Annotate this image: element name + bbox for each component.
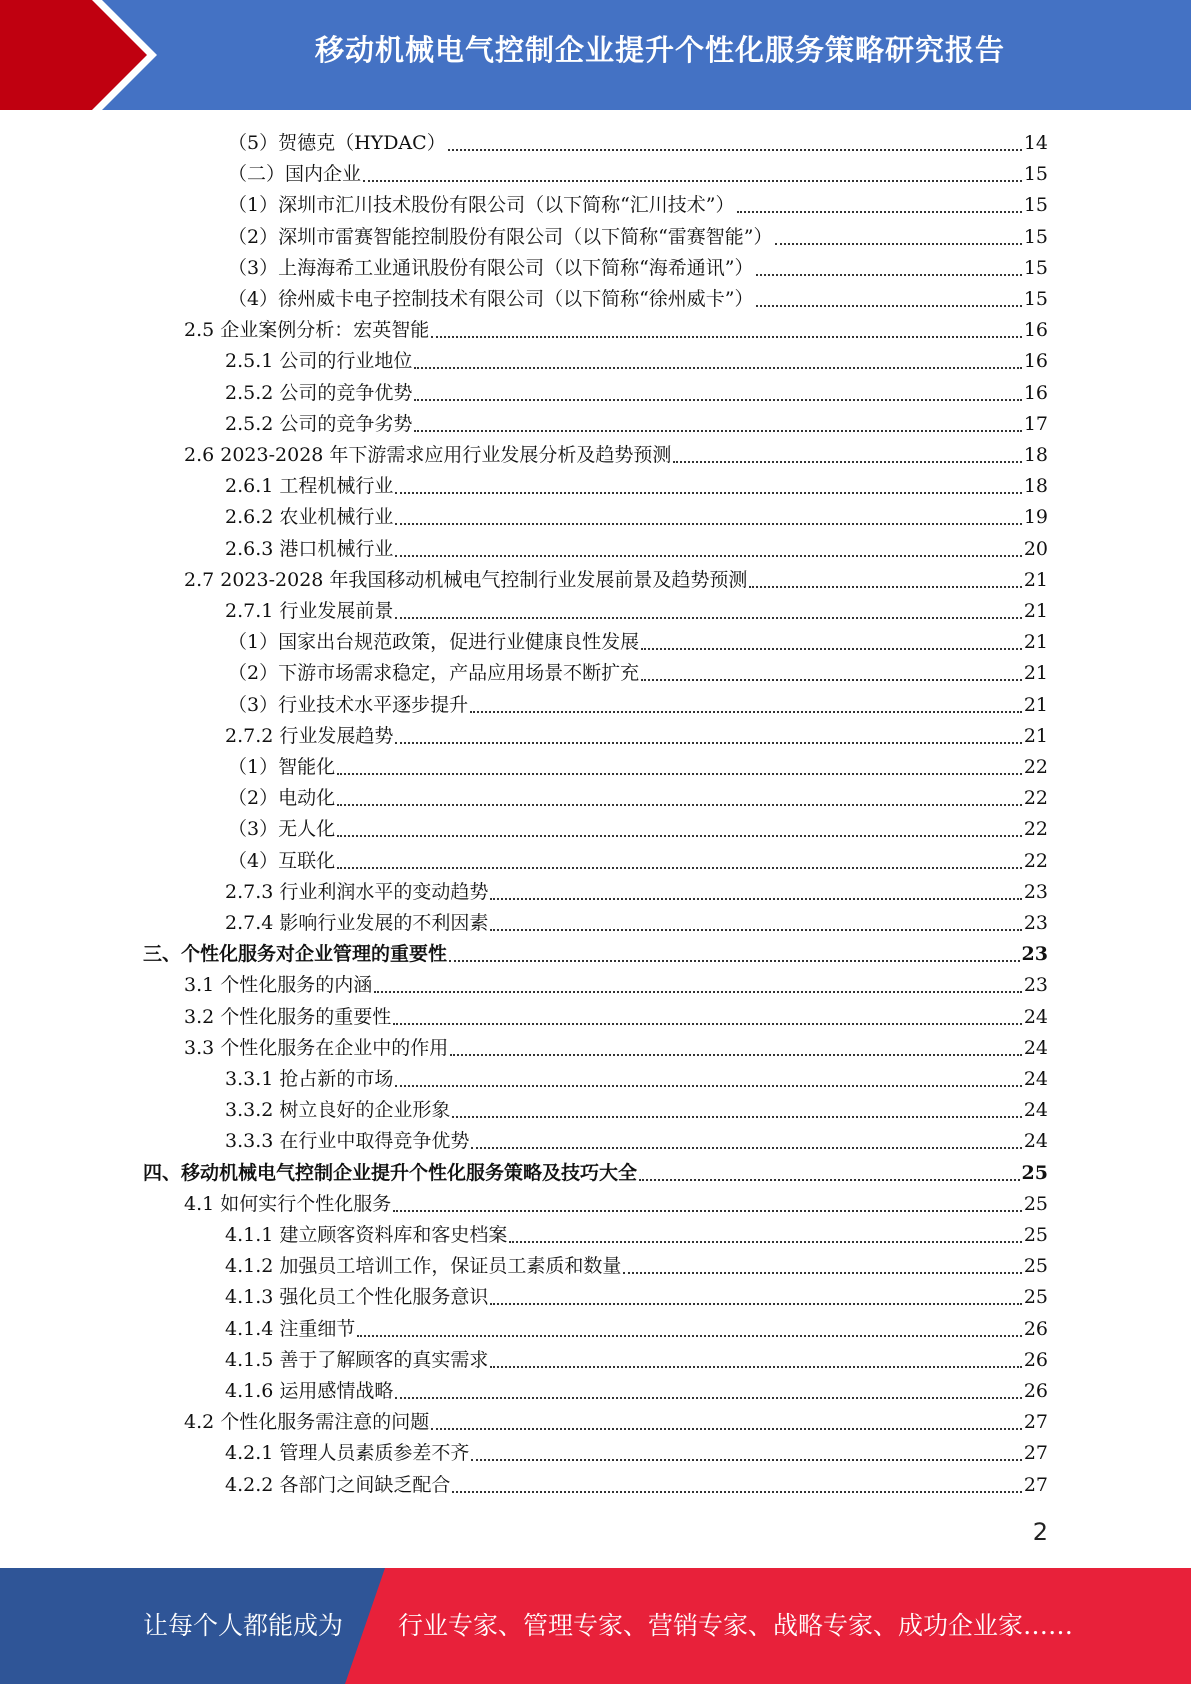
- toc-entry-label: 2.7.4 影响行业发展的不利因素: [225, 912, 489, 934]
- toc-entry-label: 4.1.6 运用感情战略: [225, 1380, 394, 1402]
- toc-entry[interactable]: [228, 284, 1048, 315]
- toc-entry[interactable]: [143, 1158, 1048, 1189]
- toc-entry[interactable]: [228, 222, 1048, 253]
- toc-entry[interactable]: [228, 190, 1048, 221]
- toc-entry[interactable]: [225, 409, 1048, 440]
- toc-entry-page: 15: [1023, 163, 1048, 186]
- toc-entry[interactable]: [228, 783, 1048, 814]
- toc-entry[interactable]: [225, 596, 1048, 627]
- toc-dot-leader: [337, 803, 1022, 806]
- toc-entry-page: 25: [1021, 1161, 1048, 1184]
- toc-entry-page: 16: [1023, 319, 1048, 342]
- toc-dot-leader: [471, 1146, 1021, 1149]
- toc-entry[interactable]: [184, 1189, 1048, 1220]
- toc-entry-page: 25: [1023, 1286, 1048, 1309]
- toc-dot-leader: [756, 304, 1022, 307]
- toc-entry-label: （2）深圳市雷赛智能控制股份有限公司（以下简称“雷赛智能”）: [228, 225, 773, 248]
- toc-entry[interactable]: [225, 877, 1048, 908]
- toc-entry-page: 21: [1023, 631, 1048, 654]
- toc-dot-leader: [414, 366, 1021, 369]
- toc-entry[interactable]: [225, 471, 1048, 502]
- toc-dot-leader: [775, 242, 1022, 245]
- toc-dot-leader: [641, 678, 1022, 681]
- toc-dot-leader: [374, 990, 1022, 993]
- toc-entry[interactable]: [184, 1407, 1048, 1438]
- toc-entry[interactable]: [184, 315, 1048, 346]
- toc-dot-leader: [452, 1490, 1021, 1493]
- toc-entry-label: 4.2.1 管理人员素质参差不齐: [225, 1442, 470, 1465]
- toc-entry[interactable]: [228, 846, 1048, 877]
- toc-entry[interactable]: [225, 1314, 1048, 1345]
- toc-entry[interactable]: [225, 1282, 1048, 1313]
- toc-dot-leader: [393, 1209, 1022, 1212]
- toc-entry-page: 24: [1023, 1068, 1048, 1090]
- toc-dot-leader: [673, 460, 1021, 463]
- toc-entry[interactable]: [225, 378, 1048, 409]
- toc-entry-page: 23: [1023, 974, 1048, 997]
- toc-dot-leader: [639, 1178, 1020, 1181]
- toc-entry[interactable]: [225, 1376, 1048, 1407]
- toc-dot-leader: [395, 554, 1021, 557]
- toc-dot-leader: [490, 1302, 1021, 1305]
- toc-dot-leader: [357, 1334, 1021, 1337]
- toc-dot-leader: [490, 897, 1021, 900]
- toc-entry-label: （4）徐州威卡电子控制技术有限公司（以下简称“徐州威卡”）: [228, 288, 754, 310]
- toc-dot-leader: [363, 179, 1022, 182]
- toc-dot-leader: [641, 647, 1022, 650]
- toc-entry-label: 3.3.3 在行业中取得竞争优势: [225, 1130, 470, 1153]
- toc-entry[interactable]: [225, 1064, 1048, 1095]
- toc-dot-leader: [395, 1396, 1021, 1399]
- toc-entry-label: 4.1.1 建立顾客资料库和客史档案: [225, 1224, 508, 1246]
- toc-entry-label: 2.7.1 行业发展前景: [225, 600, 394, 622]
- toc-dot-leader: [623, 1271, 1021, 1274]
- toc-dot-leader: [431, 1427, 1022, 1430]
- toc-entry[interactable]: [225, 1095, 1048, 1126]
- toc-entry-label: 3.3.1 抢占新的市场: [225, 1068, 394, 1090]
- toc-entry-page: 18: [1023, 444, 1048, 466]
- toc-entry-page: 22: [1023, 818, 1048, 841]
- toc-entry[interactable]: [228, 253, 1048, 284]
- toc-entry-page: 23: [1021, 943, 1048, 966]
- toc-entry-label: （2）下游市场需求稳定，产品应用场景不断扩充: [228, 662, 640, 685]
- toc-entry-label: 3.2 个性化服务的重要性: [184, 1005, 392, 1028]
- toc-entry-label: 2.7.2 行业发展趋势: [225, 724, 394, 747]
- toc-entry-label: 2.7.3 行业利润水平的变动趋势: [225, 880, 489, 903]
- toc-entry-page: 14: [1023, 132, 1048, 154]
- toc-entry-label: 4.1 如何实行个性化服务: [184, 1192, 392, 1215]
- toc-entry[interactable]: [225, 534, 1048, 565]
- toc-entry[interactable]: [225, 1220, 1048, 1251]
- toc-entry[interactable]: [228, 658, 1048, 689]
- toc-dot-leader: [431, 335, 1022, 338]
- toc-entry-page: 27: [1023, 1411, 1048, 1434]
- toc-dot-leader: [448, 148, 1022, 151]
- toc-entry-label: 三、个性化服务对企业管理的重要性: [143, 943, 448, 966]
- toc-dot-leader: [452, 1115, 1021, 1118]
- toc-entry-page: 25: [1023, 1255, 1048, 1278]
- toc-entry-page: 26: [1023, 1348, 1048, 1371]
- toc-entry-label: 4.2.2 各部门之间缺乏配合: [225, 1473, 451, 1496]
- toc-entry-label: 2.6 2023-2028 年下游需求应用行业发展分析及趋势预测: [184, 444, 672, 466]
- toc-entry-page: 23: [1023, 912, 1048, 934]
- toc-dot-leader: [737, 210, 1022, 213]
- toc-entry-page: 27: [1023, 1473, 1048, 1496]
- toc-entry-label: （2）电动化: [228, 787, 336, 810]
- toc-entry-label: （1）智能化: [228, 756, 336, 778]
- toc-entry-label: 3.3.2 树立良好的企业形象: [225, 1099, 451, 1122]
- toc-entry-page: 21: [1023, 662, 1048, 685]
- page-number: 2: [1032, 1518, 1048, 1546]
- toc-entry-page: 22: [1023, 787, 1048, 810]
- toc-entry-label: （1）国家出台规范政策，促进行业健康良性发展: [228, 631, 640, 654]
- toc-entry-page: 21: [1023, 600, 1048, 622]
- toc-entry-page: 26: [1023, 1317, 1048, 1340]
- toc-entry-label: 2.6.1 工程机械行业: [225, 475, 394, 498]
- toc-entry-label: 2.7 2023-2028 年我国移动机械电气控制行业发展前景及趋势预测: [184, 568, 748, 591]
- toc-dot-leader: [337, 866, 1022, 869]
- footer-slogan-right: 行业专家、管理专家、营销专家、战略专家、成功企业家……: [398, 1611, 1074, 1640]
- toc-entry-label: （二）国内企业: [228, 163, 362, 186]
- toc-entry-page: 15: [1023, 225, 1048, 248]
- toc-dot-leader: [490, 928, 1021, 931]
- toc-entry-page: 24: [1023, 1099, 1048, 1122]
- toc-entry-page: 16: [1023, 381, 1048, 404]
- toc-entry-label: （4）互联化: [228, 849, 336, 872]
- toc-entry[interactable]: [228, 814, 1048, 845]
- toc-entry-label: 四、移动机械电气控制企业提升个性化服务策略及技巧大全: [143, 1161, 638, 1184]
- toc-entry-page: 23: [1023, 880, 1048, 903]
- toc-dot-leader: [393, 1022, 1022, 1025]
- toc-dot-leader: [395, 491, 1021, 494]
- toc-entry[interactable]: [225, 1345, 1048, 1376]
- toc-entry-page: 16: [1023, 350, 1048, 373]
- toc-entry-page: 22: [1023, 756, 1048, 778]
- toc-dot-leader: [471, 1458, 1021, 1461]
- toc-dot-leader: [490, 1365, 1021, 1368]
- toc-entry-page: 15: [1023, 256, 1048, 279]
- toc-entry-label: 4.1.3 强化员工个性化服务意识: [225, 1286, 489, 1309]
- toc-dot-leader: [395, 1084, 1021, 1087]
- toc-dot-leader: [756, 273, 1022, 276]
- toc-entry-label: 2.5.2 公司的竞争优势: [225, 381, 413, 404]
- toc-entry[interactable]: [184, 440, 1048, 471]
- toc-entry-page: 26: [1023, 1380, 1048, 1402]
- toc-entry[interactable]: [225, 1470, 1048, 1501]
- toc-entry-label: （3）行业技术水平逐步提升: [228, 693, 469, 716]
- toc-entry[interactable]: [228, 627, 1048, 658]
- toc-entry-label: 3.3 个性化服务在企业中的作用: [184, 1036, 449, 1059]
- toc-entry[interactable]: [184, 565, 1048, 596]
- toc-entry[interactable]: [228, 128, 1048, 159]
- toc-entry-label: 2.5.2 公司的竞争劣势: [225, 412, 413, 435]
- toc-entry[interactable]: [225, 502, 1048, 533]
- toc-dot-leader: [337, 772, 1022, 775]
- toc-dot-leader: [414, 398, 1021, 401]
- report-title: 移动机械电气控制企业提升个性化服务策略研究报告: [314, 33, 1005, 67]
- toc-entry-label: 4.1.5 善于了解顾客的真实需求: [225, 1348, 489, 1371]
- toc-entry-page: 15: [1023, 288, 1048, 310]
- toc-entry[interactable]: [225, 346, 1048, 377]
- toc-entry-page: 19: [1023, 506, 1048, 529]
- toc-entry-page: 18: [1023, 475, 1048, 498]
- toc-entry-label: 4.2 个性化服务需注意的问题: [184, 1411, 430, 1434]
- toc-entry[interactable]: [228, 752, 1048, 783]
- toc-entry-page: 22: [1023, 849, 1048, 872]
- toc-entry[interactable]: [228, 690, 1048, 721]
- toc-entry-page: 24: [1023, 1005, 1048, 1028]
- footer-slogan-left: 让每个人都能成为: [143, 1611, 344, 1640]
- toc-entry-label: 2.5 企业案例分析：宏英智能: [184, 319, 430, 342]
- toc-entry-page: 24: [1023, 1130, 1048, 1153]
- toc-entry-page: 27: [1023, 1442, 1048, 1465]
- toc-dot-leader: [449, 959, 1020, 962]
- toc-dot-leader: [337, 834, 1022, 837]
- toc-entry[interactable]: [225, 1251, 1048, 1282]
- toc-entry[interactable]: [225, 908, 1048, 939]
- toc-entry-label: 3.1 个性化服务的内涵: [184, 974, 373, 997]
- toc-entry-page: 21: [1023, 693, 1048, 716]
- toc-dot-leader: [470, 710, 1022, 713]
- page-header: [0, 0, 1191, 110]
- toc-entry[interactable]: [184, 1033, 1048, 1064]
- toc-entry[interactable]: [225, 1438, 1048, 1469]
- toc-entry-label: 2.6.3 港口机械行业: [225, 537, 394, 560]
- toc-entry-label: 4.1.4 注重细节: [225, 1317, 356, 1340]
- toc-entry[interactable]: [184, 1002, 1048, 1033]
- toc-entry-page: 21: [1023, 568, 1048, 591]
- toc-entry[interactable]: [225, 721, 1048, 752]
- toc-entry-label: （1）深圳市汇川技术股份有限公司（以下简称“汇川技术”）: [228, 194, 735, 217]
- toc-dot-leader: [509, 1240, 1021, 1243]
- page-footer: [0, 1568, 1191, 1684]
- toc-entry-page: 15: [1023, 194, 1048, 217]
- toc-entry-page: 24: [1023, 1036, 1048, 1059]
- toc-entry[interactable]: [228, 159, 1048, 190]
- toc-entry-label: （5）贺德克（HYDAC）: [228, 132, 446, 154]
- toc-entry-page: 17: [1023, 412, 1048, 435]
- header-red-chevron: [0, 0, 160, 110]
- toc-entry-label: 4.1.2 加强员工培训工作，保证员工素质和数量: [225, 1255, 622, 1278]
- toc-dot-leader: [450, 1053, 1022, 1056]
- toc-entry-label: 2.5.1 公司的行业地位: [225, 350, 413, 373]
- toc-entry-page: 25: [1023, 1224, 1048, 1246]
- toc-entry[interactable]: [143, 939, 1048, 970]
- toc-entry-page: 21: [1023, 724, 1048, 747]
- toc-entry-page: 25: [1023, 1192, 1048, 1215]
- toc-dot-leader: [749, 585, 1021, 588]
- toc-entry[interactable]: [225, 1126, 1048, 1157]
- toc-entry[interactable]: [184, 970, 1048, 1001]
- toc-entry-label: （3）上海海希工业通讯股份有限公司（以下简称“海希通讯”）: [228, 256, 754, 279]
- toc-entry-label: 2.6.2 农业机械行业: [225, 506, 394, 529]
- toc-entry-page: 20: [1023, 537, 1048, 560]
- toc-dot-leader: [395, 616, 1021, 619]
- toc-dot-leader: [414, 429, 1021, 432]
- toc-dot-leader: [395, 741, 1021, 744]
- toc-entry-label: （3）无人化: [228, 818, 336, 841]
- toc-dot-leader: [395, 522, 1021, 525]
